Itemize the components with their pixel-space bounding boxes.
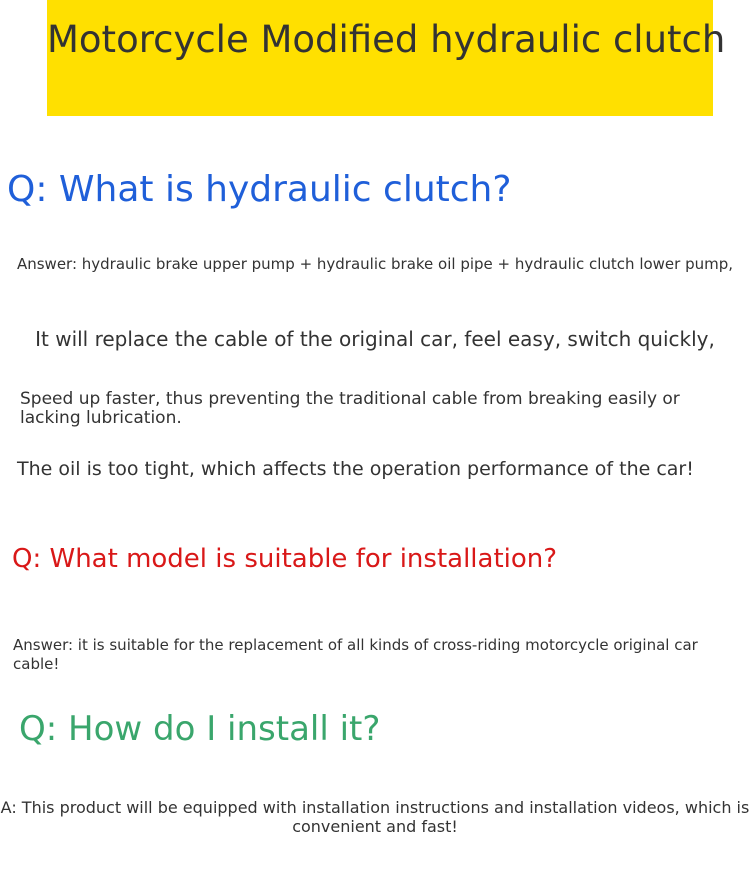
paragraph-oil-too-tight: The oil is too tight, which affects the operation performance of the car!: [17, 458, 694, 480]
paragraph-speed-up: Speed up faster, thus preventing the traditional cable from breaking easily or lacking lubrication.: [20, 389, 680, 428]
page-title: Motorcycle Modified hydraulic clutch: [47, 18, 726, 61]
question-how-to-install: Q: How do I install it?: [19, 709, 381, 749]
answer-suitable-model: Answer: it is suitable for the replacement of all kinds of cross-riding motorcycle original car cable!: [13, 636, 698, 673]
title-banner: [47, 0, 726, 116]
paragraph-replace-cable: It will replace the cable of the original car, feel easy, switch quickly,: [35, 327, 715, 351]
answer-how-to-install: A: This product will be equipped with installation instructions and installation videos, which is convenient and fast!: [0, 798, 750, 836]
question-suitable-model: Q: What model is suitable for installation?: [12, 544, 558, 574]
answer-what-is-hydraulic-clutch: Answer: hydraulic brake upper pump + hydraulic brake oil pipe + hydraulic clutch lower pump,: [16, 255, 734, 273]
question-what-is-hydraulic-clutch: Q: What is hydraulic clutch?: [7, 169, 512, 210]
